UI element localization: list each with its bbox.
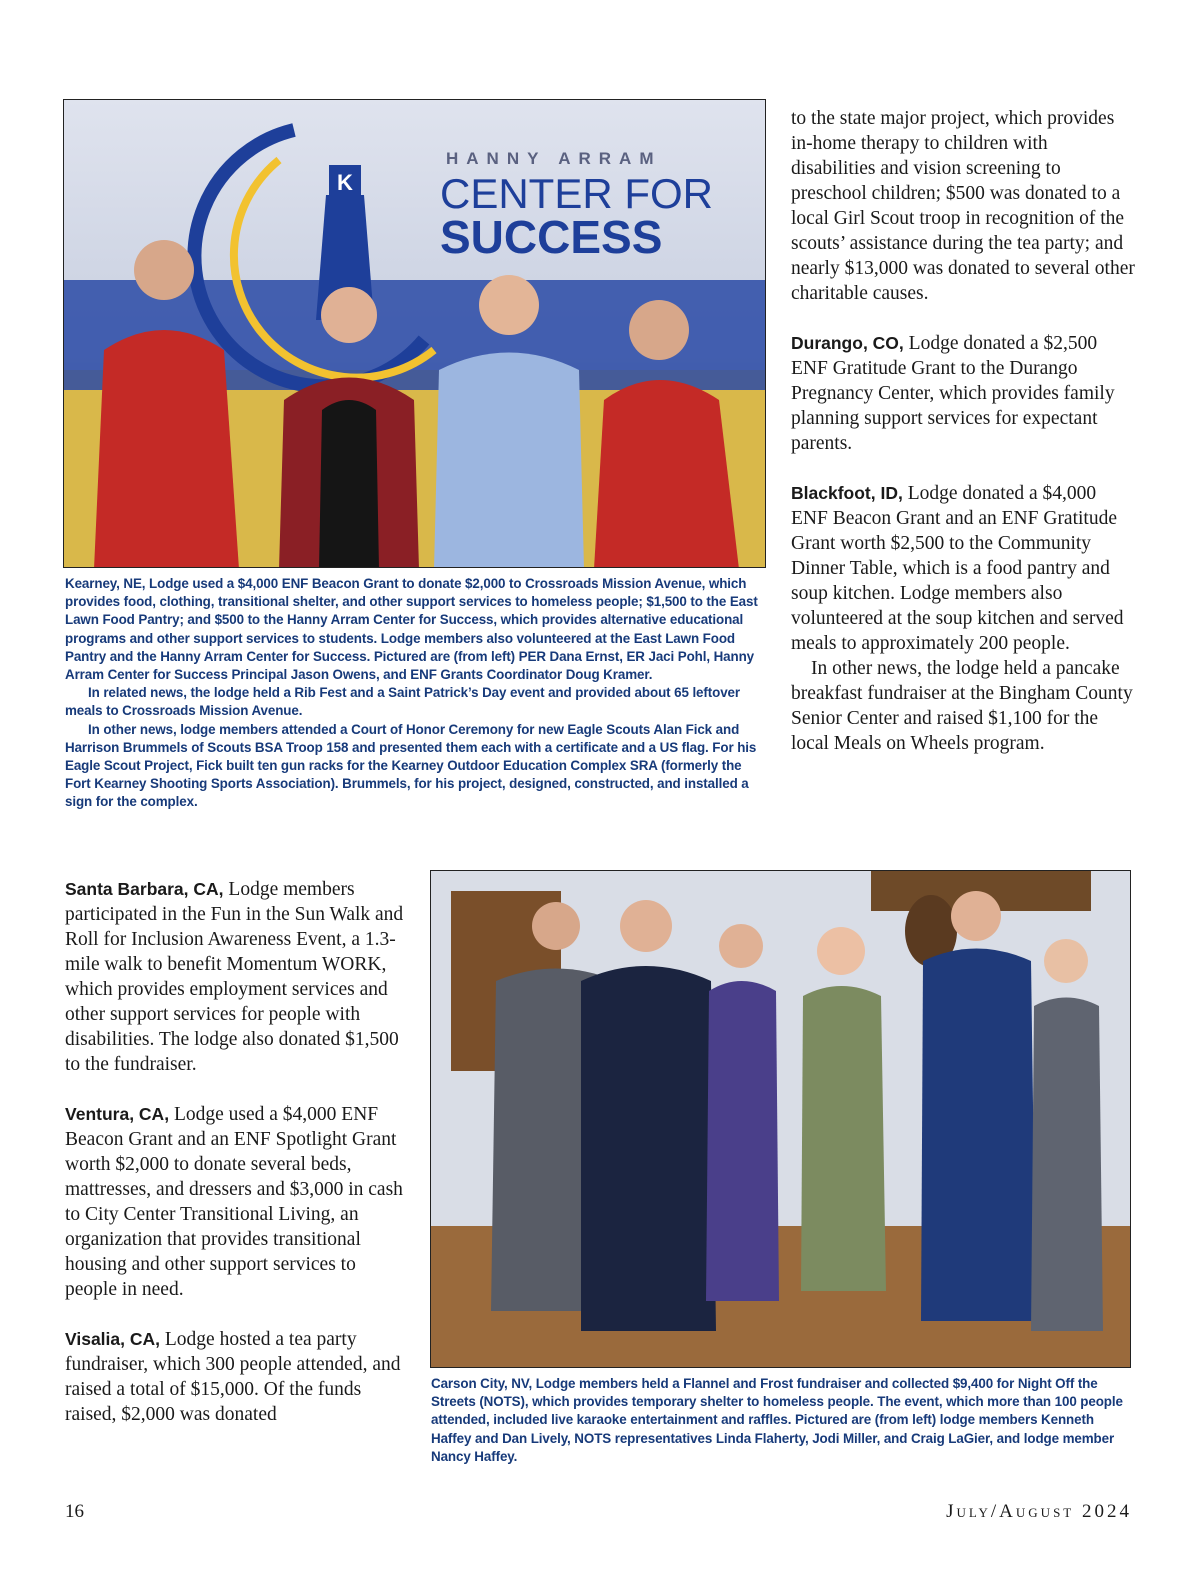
ventura-place: Ventura, CA,: [65, 1104, 170, 1124]
carson-city-caption-para: [431, 1375, 1133, 1466]
carson-city-group-photo: [430, 870, 1131, 1368]
durango-entry: [791, 331, 1136, 456]
carson-city-caption-text: Lodge members held a Flannel and Frost fundraiser and collected $9,400 for Night Off the Streets (NOTS), which provides temporary shelter to homeless people. The event, which more than 100 people attended, included live karaoke entertainment and raffles. Pictured are (from left) lodge members Kenneth Haffey and Dan Lively, NOTS representatives Linda Flaherty, Jodi Miller, and Craig LaGier, and lodge member Nancy Haffey.: [431, 1376, 1123, 1464]
sign-badge-letter: K: [337, 170, 353, 195]
visalia-text: Lodge hosted a tea party fundraiser, which 300 people attended, and raised a total of $15,000. Of the funds raised, $2,000 was donated: [65, 1329, 401, 1425]
sign-line-2: CENTER FOR: [440, 170, 713, 217]
kearney-caption-para-2: In related news, the lodge held a Rib Fest and a Saint Patrick’s Day event and provided about 65 leftover meals to Crossroads Mission Avenue.: [65, 685, 741, 719]
left-column: [65, 877, 410, 1427]
santa-barbara-text: Lodge members participated in the Fun in the Sun Walk and Roll for Inclusion Awareness Event, a 1.3-mile walk to benefit Momentum WORK, which provides employment services and other support services for people with disabilities. The lodge also donated $1,500 to the fundraiser.: [65, 879, 404, 1075]
right-column: [791, 106, 1136, 756]
sign-line-1: HANNY ARRAM: [446, 149, 662, 168]
visalia-entry: [65, 1327, 410, 1427]
santa-barbara-entry: [65, 877, 410, 1077]
carson-city-place: Carson City, NV,: [431, 1376, 533, 1391]
blackfoot-entry: [791, 481, 1136, 656]
santa-barbara-place: Santa Barbara, CA,: [65, 879, 224, 899]
kearney-caption-text: Lodge used a $4,000 ENF Beacon Grant to donate $2,000 to Crossroads Mission Avenue, which provides food, clothing, transitional shelter, and other support services to homeless people; $1,500 to the East Lawn Food Pantry; and $500 to the Hanny Arram Center for Success, which provides alternative educational programs and other support services to students. Lodge members also volunteered at the East Lawn Food Pantry and the Hanny Arram Center for Success. Pictured are (from left) PER Dana Ernst, ER Jaci Pohl, Hanny Arram Center for Success Principal Jason Owens, and ENF Grants Coordinator Doug Kramer.: [65, 576, 758, 683]
durango-text: Lodge donated a $2,500 ENF Gratitude Grant to the Durango Pregnancy Center, which provides family planning support services for expectant parents.: [791, 333, 1115, 454]
kearney-place: Kearney, NE,: [65, 576, 146, 591]
kearney-photo-illustration: [64, 100, 766, 568]
ventura-text: Lodge used a $4,000 ENF Beacon Grant and an ENF Spotlight Grant worth $2,000 to donate several beds, mattresses, and dressers and $3,000 in cash to City Center Transitional Living, an organization that provides transitional housing and other support services to people in need.: [65, 1104, 403, 1300]
kearney-caption-para-1: [65, 575, 767, 684]
continued-article-text: to the state major project, which provides in-home therapy to children with disabilities and vision screening to preschool children; $500 was donated to a local Girl Scout troop in recognition of the scouts’ assistance during the tea party; and nearly $13,000 was donated to several other charitable causes.: [791, 108, 1135, 304]
visalia-place: Visalia, CA,: [65, 1329, 161, 1349]
kearney-caption-para-3: In other news, lodge members attended a Court of Honor Ceremony for new Eagle Scouts Alan Fick and Harrison Brummels of Scouts BSA Troop 158 and presented them each with a certificate and a US flag. For his Eagle Scout Project, Fick built ten gun racks for the Kearney Outdoor Education Complex SRA (formerly the Fort Kearney Shooting Sports Association). Brummels, for his project, designed, constructed, and installed a sign for the complex.: [65, 721, 757, 810]
durango-place: Durango, CO,: [791, 333, 904, 353]
blackfoot-place: Blackfoot, ID,: [791, 483, 903, 503]
page-number: 16: [65, 1501, 84, 1522]
ventura-entry: [65, 1102, 410, 1302]
blackfoot-text: Lodge donated a $4,000 ENF Beacon Grant and an ENF Gratitude Grant worth $2,500 to the Community Dinner Table, which is a food pantry and soup kitchen. Lodge members also volunteered at the soup kitchen and served meals to approximately 200 people.: [791, 483, 1124, 654]
kearney-group-photo: [63, 99, 766, 568]
sign-line-3: SUCCESS: [440, 211, 663, 263]
carson-city-photo-illustration: [431, 871, 1131, 1368]
carson-city-caption: [431, 1375, 1133, 1466]
kearney-caption: [65, 575, 767, 812]
blackfoot-para-2: In other news, the lodge held a pancake breakfast fundraiser at the Bingham County Senior Center and raised $1,100 for the local Meals on Wheels program.: [791, 658, 1133, 754]
issue-date: July/August 2024: [946, 1501, 1132, 1522]
